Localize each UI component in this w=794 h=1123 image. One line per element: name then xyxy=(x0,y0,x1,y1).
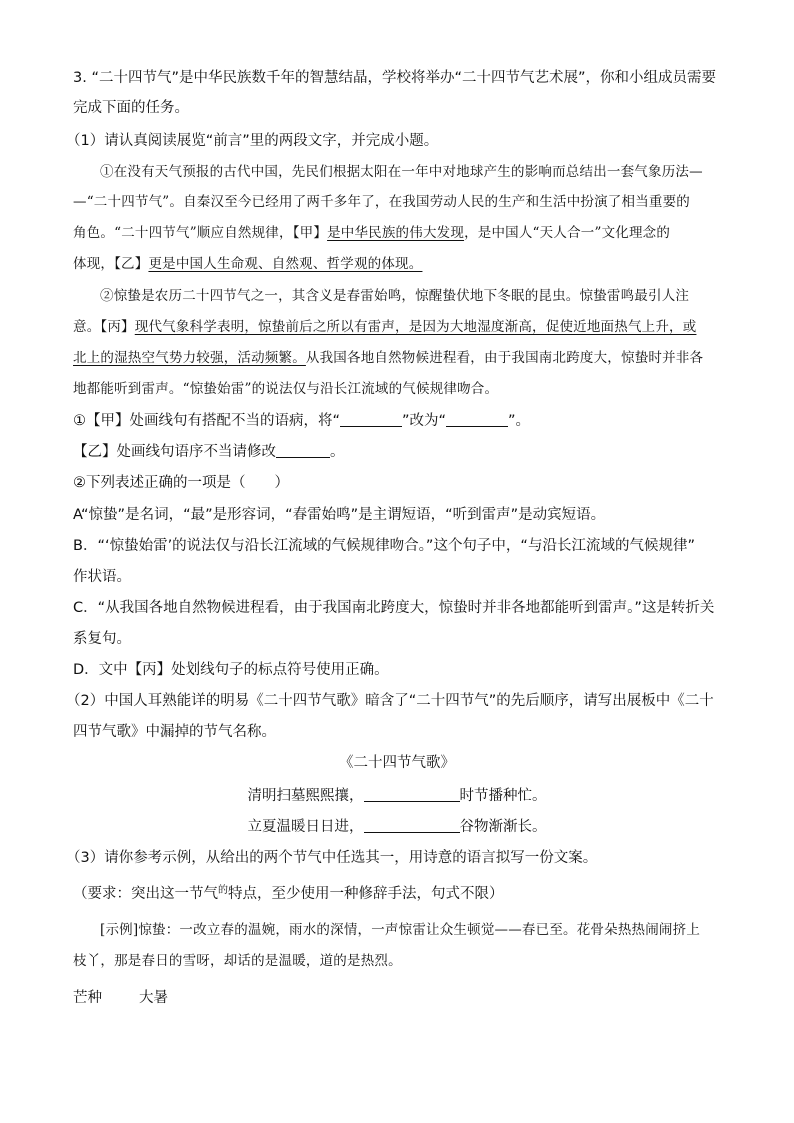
example-line-1: [示例]惊蛰：一改立春的温婉，雨水的深情，一声惊雷让众生顿觉——春已至。花骨朵热热闹闹挤上 xyxy=(100,922,701,938)
passage-text: 从我国各地自然物候进程看，由于我国南北跨度大，惊蛰时并非各 xyxy=(305,350,704,366)
question-text: 。 xyxy=(330,444,345,460)
requirement-text: 特点，至少使用一种修辞手法，句式不限） xyxy=(228,886,504,902)
song-text: 时节播种忙。 xyxy=(459,788,547,804)
option-b-cont: 作状语。 xyxy=(73,569,131,585)
solar-term-choice-1: 芒种 xyxy=(73,990,102,1006)
answer-blank-revised[interactable] xyxy=(446,411,508,427)
part-1-instruction: （1）请认真阅读展览“前言”里的两段文字，并完成小题。 xyxy=(66,133,439,149)
requirement-text: 的 xyxy=(218,885,228,896)
question-text: ”改为“ xyxy=(402,413,447,429)
passage-text: 意。【丙】 xyxy=(73,319,135,335)
underlined-sentence-bing: 现代气象科学表明，惊蛰前后之所以有雷声，是因为大地湿度渐高，促使近地面热气上升，或 xyxy=(134,319,697,335)
question-3-intro-cont: 完成下面的任务。 xyxy=(73,100,189,116)
passage-text: 角色。“二十四节气”顺应自然规律，【甲】 xyxy=(73,225,328,241)
question-text: ”。 xyxy=(508,413,531,429)
question-text: ①【甲】处画线句有搭配不当的语病，将“ xyxy=(73,413,341,429)
subquestion-1 xyxy=(73,411,530,431)
option-d: D．文中【丙】处划线句子的标点符号使用正确。 xyxy=(73,662,389,678)
part-3-instruction: （3）请你参考示例，从给出的两个节气中任选其一，用诗意的语言拟写一份文案。 xyxy=(66,850,598,866)
song-title: 《二十四节气歌》 xyxy=(339,755,455,771)
example-line-2: 枝丫，那是春日的雪呀，却话的是温暖，道的是热烈。 xyxy=(73,953,402,969)
option-a: A“惊蛰”是名词，“最”是形容词，“春雷始鸣”是主谓短语，“听到雷声”是动宾短语。 xyxy=(73,507,606,523)
passage-p1-line2: —“二十四节气”。自秦汉至今已经用了两千多年了，在我国劳动人民的生产和生活中扮演了相当重要的 xyxy=(73,194,691,210)
answer-blank-song-1[interactable] xyxy=(364,786,460,802)
subquestion-3: ②下列表述正确的一项是（ ） xyxy=(73,475,289,491)
song-text: 谷物渐渐长。 xyxy=(459,819,547,835)
underlined-sentence-jia: 是中华民族的伟大发现 xyxy=(327,225,465,241)
passage-p1-line4 xyxy=(73,254,422,274)
passage-p2-line2 xyxy=(73,317,696,337)
option-c-cont: 系复句。 xyxy=(73,631,131,647)
song-text: 立夏温暖日日进， xyxy=(247,819,364,835)
answer-blank-yi[interactable] xyxy=(276,442,330,458)
question-3-intro: 3. “二十四节气”是中华民族数千年的智慧结晶，学校将举办“二十四节气艺术展”，你和小组成员需要 xyxy=(73,70,716,86)
part-2-instruction: （2）中国人耳熟能详的明易《二十四节气歌》暗含了“二十四节气”的先后顺序，请写出展板中《二十 xyxy=(66,693,714,709)
option-c: C．“从我国各地自然物候进程看，由于我国南北跨度大，惊蛰时并非各地都能听到雷声。”这是转折关 xyxy=(73,600,715,616)
song-text: 清明扫墓熙熙攘， xyxy=(247,788,364,804)
passage-p2-line3 xyxy=(73,348,703,368)
passage-p2-line1: ②惊蛰是农历二十四节气之一，其含义是春雷始鸣，惊醒蛰伏地下冬眠的昆虫。惊蛰雷鸣最引人注 xyxy=(100,288,690,304)
underlined-sentence-bing-cont: 北上的湿热空气势力较强，活动频繁。 xyxy=(73,350,306,366)
subquestion-2 xyxy=(73,442,345,462)
passage-text: 体现，【乙】 xyxy=(73,256,149,272)
solar-term-choice-2: 大暑 xyxy=(139,990,168,1006)
answer-blank-original[interactable] xyxy=(340,411,402,427)
requirement xyxy=(73,884,504,906)
song-line-2 xyxy=(0,817,794,837)
question-text: 【乙】处画线句语序不当请修改 xyxy=(73,444,276,460)
passage-p1-line3 xyxy=(73,223,670,243)
option-b: B．“‘惊蛰始雷’的说法仅与沿长江流域的气候规律吻合。”这个句子中，“与沿长江流域的气候规律” xyxy=(73,538,695,554)
requirement-text: （要求：突出这一节气 xyxy=(73,886,218,902)
part-2-instruction-cont: 四节气歌》中漏掉的节气名称。 xyxy=(73,724,276,740)
passage-p2-line4: 地都能听到雷声。“惊蛰始雷”的说法仅与沿长江流域的气候规律吻合。 xyxy=(73,381,499,397)
song-line-1 xyxy=(0,786,794,806)
underlined-sentence-yi: 更是中国人生命观、自然观、哲学观的体现。 xyxy=(148,256,423,272)
passage-p1-line1: ①在没有天气预报的古代中国，先民们根据太阳在一年中对地球产生的影响而总结出一套气象历法— xyxy=(100,164,703,180)
passage-text: ，是中国人“天人合一”文化理念的 xyxy=(464,225,671,241)
answer-blank-song-2[interactable] xyxy=(364,817,460,833)
